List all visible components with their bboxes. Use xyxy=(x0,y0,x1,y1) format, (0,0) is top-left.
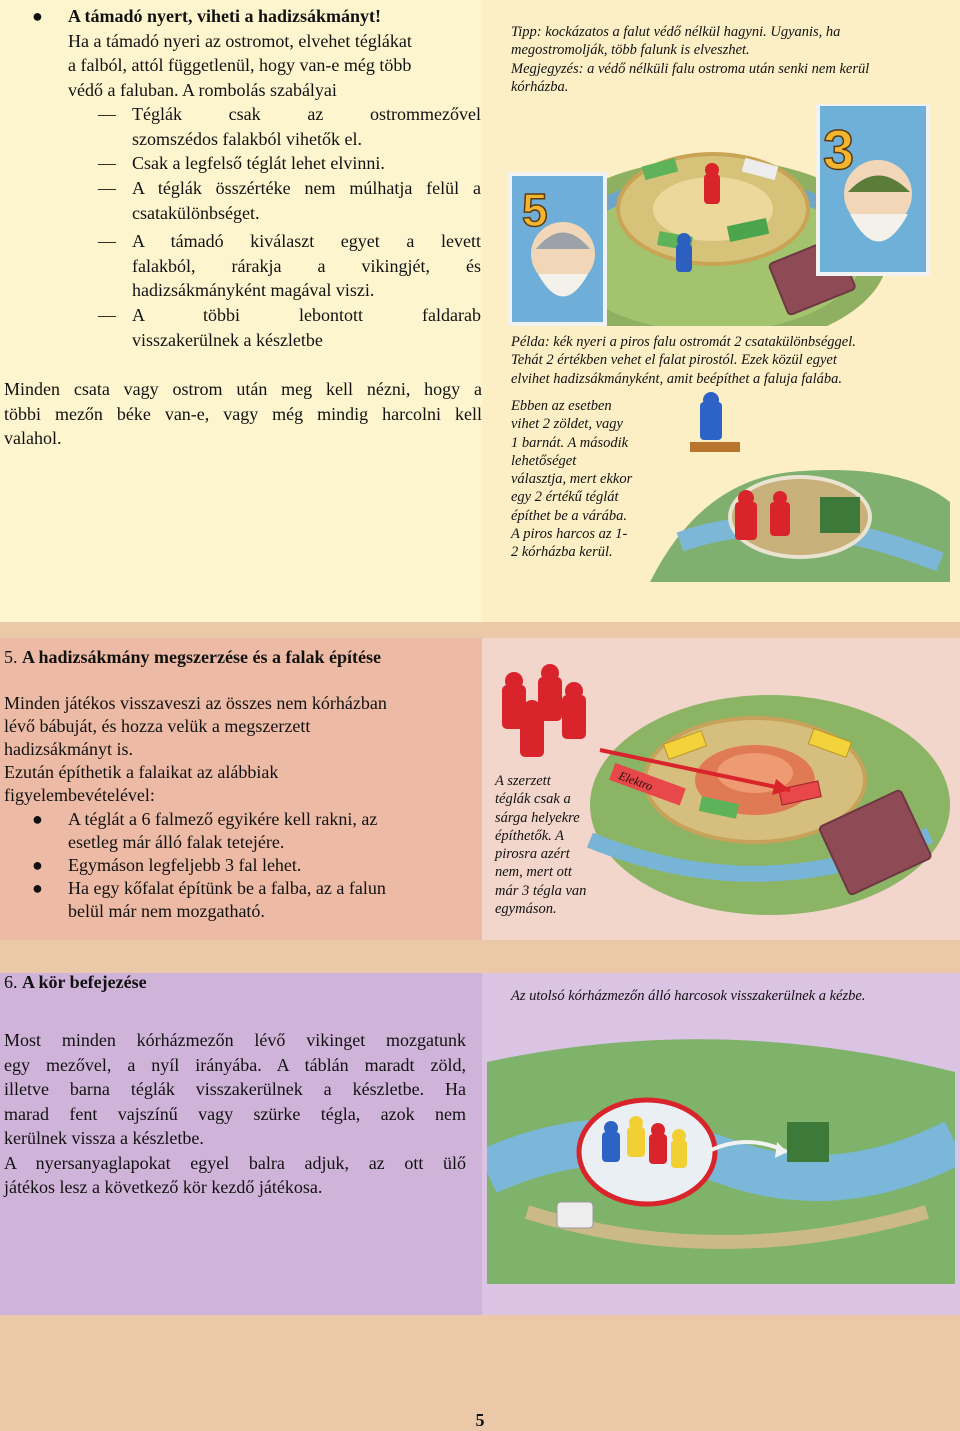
hospital-board-image xyxy=(640,392,950,582)
card-number-left: 5 xyxy=(522,184,548,236)
section6-heading xyxy=(4,972,147,993)
section4-paragraph: Minden csata vagy ostrom után meg kell nézni, hogy a többi mezőn béke van-e, vagy még mindig harcolni kell valahol. xyxy=(4,379,482,448)
tip-note: Tipp: kockázatos a falut védő nélkül hagyni. Ugyanis, ha megostromolják, több falunk is elveszhet. Megjegyzés: a védő nélküli falu ostroma után senki nem kerül kórházba. xyxy=(511,24,870,95)
bullet-attacker-won: ● A támadó nyert, viheti a hadizsákmányt! Ha a támadó nyeri az ostromot, elvehet téglákat a falból, attól függetlenül, hogy van-e még több védő a faluban. A rombolás szabályai xyxy=(68,4,482,102)
bullet-item: ● Egymáson legfeljebb 3 fal lehet. xyxy=(32,855,302,875)
dash-item: — A téglák összértéke nem múlhatja felül a csatakülönbséget. xyxy=(98,178,481,223)
wall-caption: A szerzett téglák csak a sárga helyekre építhetők. A pirosra azért nem, mert ott már 3 tégla van egymáson. xyxy=(495,773,587,918)
bullet-line: Ha a támadó nyeri az ostromot, elvehet téglákat xyxy=(68,30,412,51)
example-caption: Példa: kék nyeri a piros falu ostromát 2 csatakülönbséggel. Tehát 2 értékben vehet el falat pirostól. Ezek közül egyet elvihet hadizsákmányként, amit beépíthet a faluja falába. xyxy=(511,334,856,387)
section5-heading xyxy=(4,647,381,668)
page-number: 5 xyxy=(475,1410,485,1430)
bullet-item: ● A téglát a 6 falmező egyikére kell rakni, az esetleg már álló falak tetejére. xyxy=(32,809,378,852)
dash-item: — Téglák csak az ostrommezővel szomszédos falakból vihetők el. xyxy=(98,104,481,149)
siege-board-image xyxy=(508,104,953,326)
section5-intro: Minden játékos visszaveszi az összes nem kórházban lévő bábuját, és hozza velük a megszerzett hadizsákmányt is. Ezután építhetik a falaikat az alábbiak figyelembevételével: xyxy=(4,693,387,805)
dash-item: — Csak a legfelső téglát lehet elvinni. xyxy=(98,153,385,173)
hospital-move-illustration xyxy=(487,1022,955,1284)
hospital-board-image-2 xyxy=(487,1022,955,1284)
bullet-title: A támadó nyert, viheti a hadizsákmányt! xyxy=(68,6,382,26)
dash-item: — A többi lebontott faldarab visszakerülnek a készletbe xyxy=(98,305,481,350)
section5-number: 5. xyxy=(4,647,18,667)
dash-item: — A támadó kiválaszt egyet a levett falakból, rárakja a vikingjét, és hadizsákmányként magával viszi. xyxy=(98,231,481,300)
section5-title: A hadizsákmány megszerzése és a falak építése xyxy=(22,647,381,667)
section6-caption: Az utolsó kórházmezőn álló harcosok visszakerülnek a kézbe. xyxy=(511,988,866,1004)
siege-illustration xyxy=(508,104,953,326)
bullet-line: védő a faluban. A rombolás szabályai xyxy=(68,79,337,100)
section6-title: A kör befejezése xyxy=(22,972,147,992)
case-caption: Ebben az esetben vihet 2 zöldet, vagy 1 barnát. A második lehetőséget választja, mert ekkor egy 2 értékű téglát építhet be a várába. A piros harcos az 1- 2 kórházba kerül. xyxy=(511,398,633,561)
bullet-line: a falból, attól függetlenül, hogy van-e még több xyxy=(68,55,412,75)
section6-number: 6. xyxy=(4,972,18,992)
section6-paragraph: Most minden kórházmezőn lévő vikinget mozgatunk egy mezővel, a nyíl irányába. A táblán maradt zöld, illetve barna téglák visszakerülnek a készletbe. Ha marad fent vajszínű vagy szürke tégla, azok nem kerülnek vissza a készletbe. A nyersanyaglapokat egyel balra adjuk, az ott ülő játékos lesz a következő kör kezdő játékosa. xyxy=(4,1030,466,1197)
hospital-illustration xyxy=(640,392,950,582)
card-number-right: 3 xyxy=(823,118,855,181)
bullet-item: ● Ha egy kőfalat építünk be a falba, az a falun belül már nem mozgatható. xyxy=(32,878,386,921)
arrow-label: Elektro xyxy=(617,768,655,794)
